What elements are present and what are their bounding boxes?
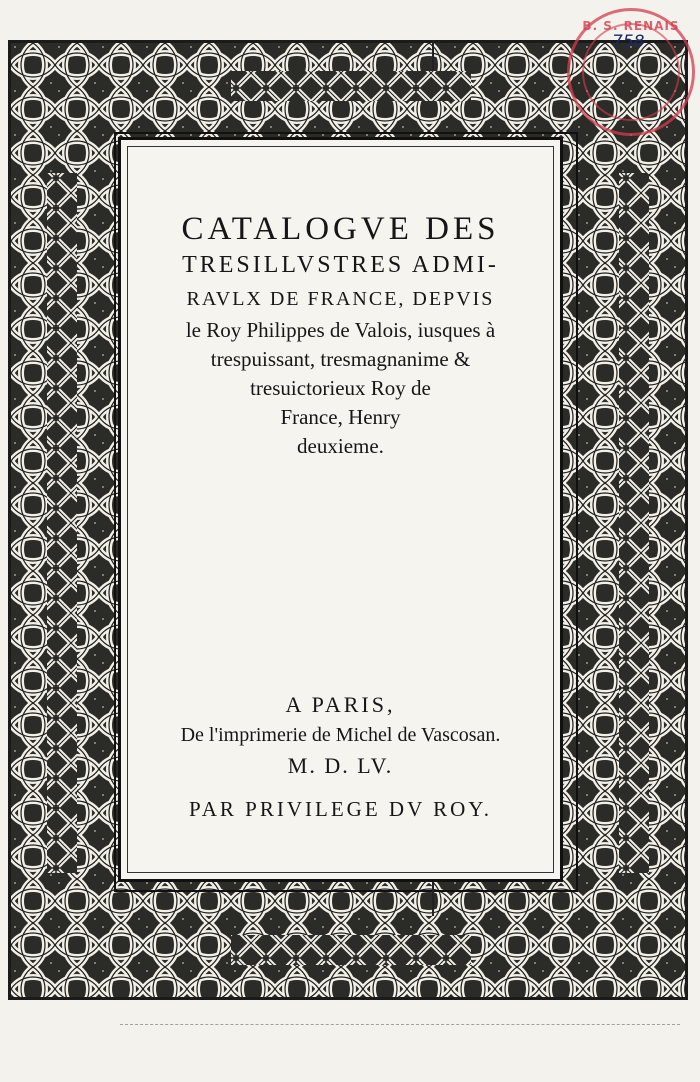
title-line-2: TRESILLVSTRES ADMI- [182,252,499,278]
imprint-privilege: PAR PRIVILEGE DV ROY. [189,797,492,821]
title-line-4: le Roy Philippes de Valois, iusques à [185,318,496,342]
center-mark-top [432,40,434,70]
center-mark-bottom [432,880,434,916]
library-stamp-text: B. S. RENAIS [582,19,680,33]
shelfmark: 758 [612,32,645,52]
title-line-7: France, Henry [280,405,401,429]
title-line-8: deuxieme. [297,434,384,458]
imprint-city: A PARIS, [285,692,396,717]
title-line-6: tresuictorieux Roy de [250,376,431,400]
title-line-3: RAVLX DE FRANCE, DEPVIS [186,288,495,310]
imprint-printer: De l'imprimerie de Michel de Vascosan. [180,724,501,746]
imprint-date: M. D. LV. [287,753,394,778]
imprint-block [121,690,560,824]
title-block [121,210,560,461]
text-panel [118,137,563,882]
library-stamp [567,8,695,136]
title-line-1: CATALOGVE DES [181,211,500,247]
title-line-5: trespuissant, tresmagnanime & [210,347,471,371]
page-edge-mark [120,1024,680,1029]
